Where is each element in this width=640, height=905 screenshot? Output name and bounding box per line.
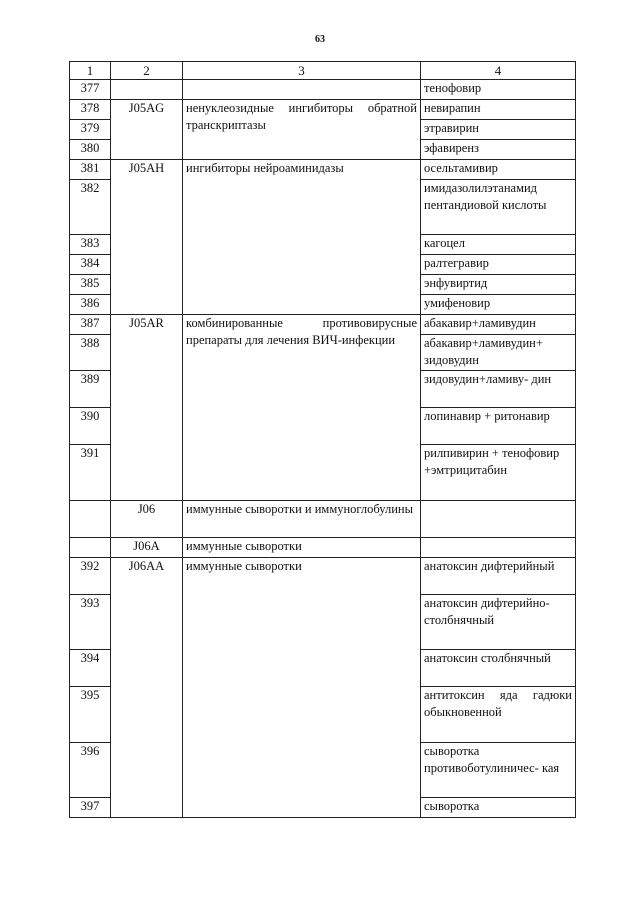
atc-code: J05AG [111,100,183,160]
row-number: 385 [70,275,111,295]
row-number: 382 [70,180,111,235]
row-number: 397 [70,798,111,818]
drug-name: анатоксин столбнячный [421,650,576,687]
row-number: 390 [70,408,111,445]
group-description: ингибиторы нейроаминидазы [183,160,421,315]
drug-name: анатоксин дифтерийный [421,558,576,595]
group-description: иммунные сыворотки [183,538,421,558]
table-row [70,80,576,100]
header-cell-3: 3 [183,62,421,80]
drug-name: ралтегравир [421,255,576,275]
row-number: 381 [70,160,111,180]
row-number: 395 [70,687,111,743]
row-number: 386 [70,295,111,315]
drug-name: рилпивирин + тенофовир +эмтрицитабин [421,445,576,501]
table-row [70,501,576,538]
drug-name: сыворотка противоботулиничес- кая [421,743,576,798]
group-description [183,80,421,100]
drug-name: этравирин [421,120,576,140]
row-number: 383 [70,235,111,255]
table-row [70,160,576,180]
table-header-row [70,62,576,80]
table-row [70,315,576,335]
table-row [70,538,576,558]
atc-code: J05AH [111,160,183,315]
atc-code: J06A [111,538,183,558]
row-number: 388 [70,335,111,371]
drug-name: кагоцел [421,235,576,255]
row-number: 391 [70,445,111,501]
drug-name: анатоксин дифтерийно- столбнячный [421,595,576,650]
row-number [70,538,111,558]
drug-name: энфувиртид [421,275,576,295]
drug-name: абакавир+ламивудин+ зидовудин [421,335,576,371]
row-number: 377 [70,80,111,100]
group-description: иммунные сыворотки [183,558,421,818]
header-cell-1: 1 [70,62,111,80]
drug-name: зидовудин+ламиву- дин [421,371,576,408]
row-number: 389 [70,371,111,408]
atc-code [111,80,183,100]
drug-name [421,538,576,558]
row-number: 394 [70,650,111,687]
row-number: 396 [70,743,111,798]
table-row [70,100,576,120]
row-number: 379 [70,120,111,140]
drug-name: невирапин [421,100,576,120]
atc-code: J06 [111,501,183,538]
drug-name: сыворотка [421,798,576,818]
table-row [70,558,576,595]
row-number: 380 [70,140,111,160]
drug-name: имидазолилэтанамид пентандиовой кислоты [421,180,576,235]
row-number: 392 [70,558,111,595]
group-description: комбинированные противовирусные препараты для лечения ВИЧ-инфекции [183,315,421,501]
drug-name: лопинавир + ритонавир [421,408,576,445]
row-number [70,501,111,538]
header-cell-4: 4 [421,62,576,80]
drug-name: эфавиренз [421,140,576,160]
row-number: 387 [70,315,111,335]
row-number: 384 [70,255,111,275]
drug-name: тенофовир [421,80,576,100]
group-description: ненуклеозидные ингибиторы обратной транскриптазы [183,100,421,160]
header-cell-2: 2 [111,62,183,80]
drug-name: антитоксин яда гадюки обыкновенной [421,687,576,743]
row-number: 393 [70,595,111,650]
drug-name: абакавир+ламивудин [421,315,576,335]
drug-name: умифеновир [421,295,576,315]
drug-name [421,501,576,538]
atc-code: J06AA [111,558,183,818]
atc-code: J05AR [111,315,183,501]
page-number: 63 [315,34,325,45]
group-description: иммунные сыворотки и иммуноглобулины [183,501,421,538]
row-number: 378 [70,100,111,120]
medicines-table [69,61,576,818]
drug-name: осельтамивир [421,160,576,180]
